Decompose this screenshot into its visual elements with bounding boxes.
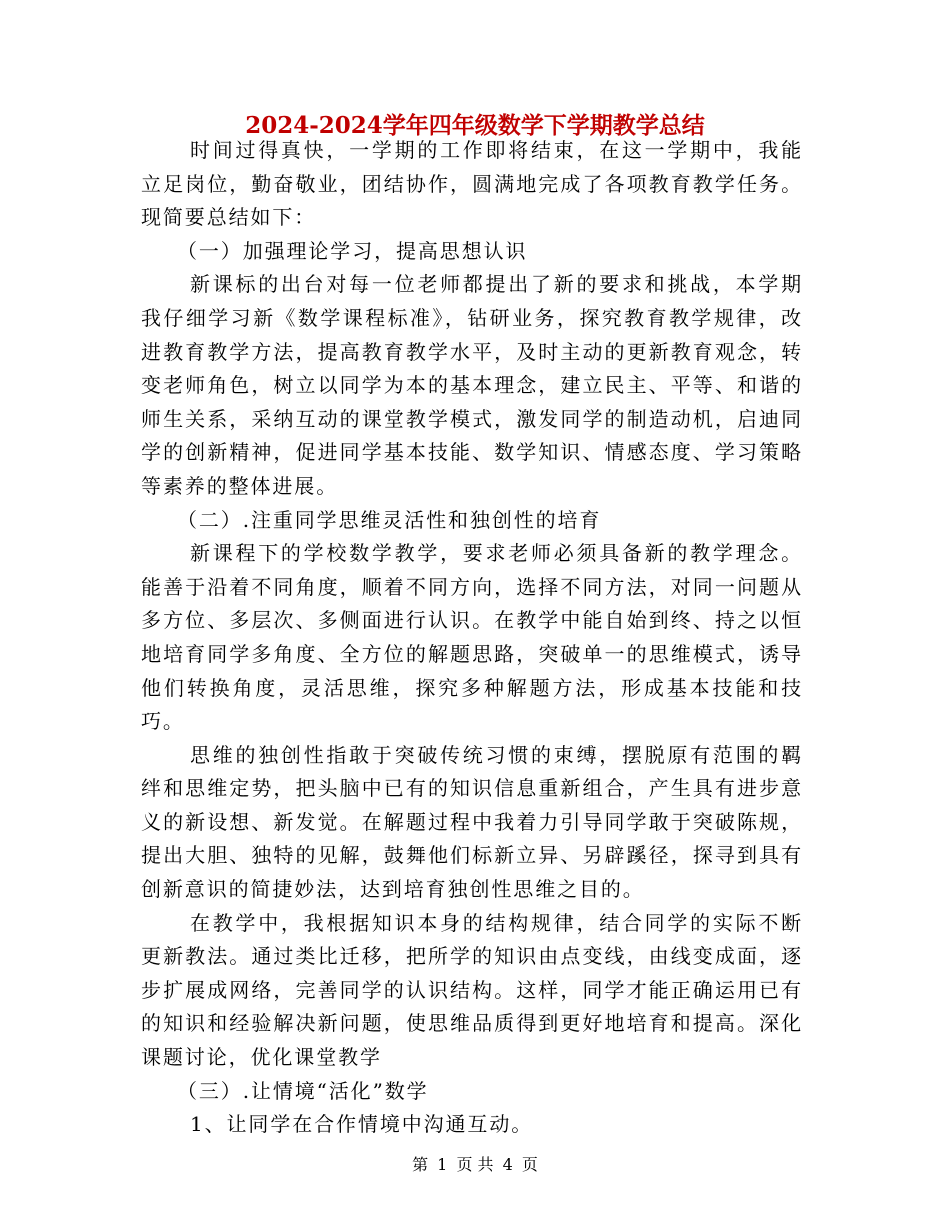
section-heading-3: （三）.让情境“活化”数学 <box>177 1078 429 1103</box>
document-body <box>141 134 803 1142</box>
footer-prefix: 第 <box>412 1155 429 1174</box>
body-paragraph: 思维的独创性指敢于突破传统习惯的束缚，摆脱原有范围的羁绊和思维定势，把头脑中已有的知识信息重新组合，产生具有进步意义的新设想、新发觉。在解题过程中我着力引导同学敢于突破陈规，提出大胆、独特的见解，鼓舞他们标新立异、另辟蹊径，探寻到具有创新意识的简捷妙法，达到培育独创性思维之目的。 <box>141 742 803 902</box>
body-paragraph: 新课程下的学校数学教学，要求老师必须具备新的教学理念。能善于沿着不同角度，顺着不同方向，选择不同方法，对同一问题从多方位、多层次、多侧面进行认识。在教学中能自始到终、持之以恒地培育同学多角度、全方位的解题思路，突破单一的思维模式，诱导他们转换角度，灵活思维，探究多种解题方法，形成基本技能和技巧。 <box>141 541 803 734</box>
footer-middle: 页 共 <box>456 1155 494 1174</box>
section-heading-2: （二）.注重同学思维灵活性和独创性的培育 <box>177 507 602 532</box>
body-paragraph: 新课标的出台对每一位老师都提出了新的要求和挑战，本学期我仔细学习新《数学课程标准》，钻研业务，探究教育教学规律，改进教育教学方法，提高教育教学水平，及时主动的更新教育观念，转变老师角色，树立以同学为本的基本理念，建立民主、平等、和谐的师生关系，采纳互动的课堂教学模式，激发同学的制造动机，启迪同学的创新精神，促进同学基本技能、数学知识、情感态度、学习策略等素养的整体进展。 <box>141 272 803 498</box>
list-item: 1、让同学在合作情境中沟通互动。 <box>190 1112 534 1137</box>
section-heading-1: （一）加强理论学习，提高思想认识 <box>177 238 528 263</box>
current-page-number: 1 <box>437 1155 448 1174</box>
intro-paragraph: 时间过得真快，一学期的工作即将结束，在这一学期中，我能立足岗位，勤奋敬业，团结协作，圆满地完成了各项教育教学任务。现简要总结如下： <box>141 138 803 230</box>
footer-suffix: 页 <box>521 1155 538 1174</box>
total-page-count: 4 <box>502 1155 513 1174</box>
body-paragraph: 在教学中，我根据知识本身的结构规律，结合同学的实际不断更新教法。通过类比迁移，把所学的知识由点变线，由线变成面，逐步扩展成网络，完善同学的认识结构。这样，同学才能正确运用已有的知识和经验解决新问题，使思维品质得到更好地培育和提高。深化课题讨论，优化课堂教学 <box>141 910 803 1070</box>
document-title: 2024-2024学年四年级数学下学期教学总结 <box>245 112 705 139</box>
page-footer <box>0 1154 950 1176</box>
